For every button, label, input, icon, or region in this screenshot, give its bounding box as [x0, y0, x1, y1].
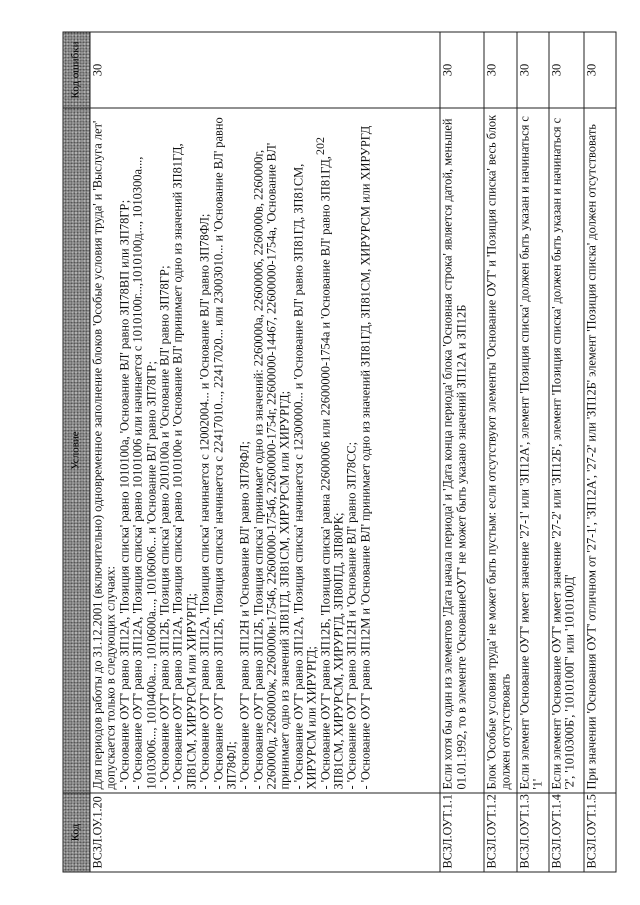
condition-line: - 'Основание ОУТ' равно ЗП12Н и 'Основание ВЛ' равно ЗП78ФЛ; [237, 441, 252, 790]
condition-line: - 'Основание ОУТ' равно ЗП12А, 'Позиция списка' начинается с 12300000... и 'Основание ВЛ' равно ЗП81ГД, ЗП81СМ, ХИРУРСМ или ХИРУРГД; [291, 163, 319, 790]
page-number: 202 [313, 137, 327, 155]
table-row [484, 32, 517, 872]
rule-error-code: 30 [484, 32, 517, 108]
condition-line: - 'Основание ОУТ' равно ЗП12Б, 'Позиция списка' принимает одно из значений: 2260000а, 22600006, 2260000в, 2260000г, 2260000д, 2260000ж, 2260000и-17546, 22600000-1754б, 22600000-1754г, 22600000-14467, 22600000-1754а, 'Основание ВЛ' принимает одно из значений ЗП81ГД, ЗП81СМ, ХИРУРСМ или ХИРУРГД; [251, 142, 292, 790]
rule-error-code: 30 [90, 32, 440, 108]
table-row [440, 32, 484, 872]
header-error-code: Код ошибки [63, 32, 90, 108]
table-header-row [63, 32, 90, 872]
condition-line: - 'Основание ОУТ' равно ЗП12А, 'Позиция списка' начинается с 12002004... и 'Основание ВЛ' равно ЗП78ФЛ; [197, 213, 212, 790]
table-row [90, 32, 440, 872]
rule-condition: Блок 'Особые условия труда' не может быть пустым: если отсутствуют элементы 'Основание ОУТ' и 'Позиция списка' весь блок должен отсутствовать [484, 108, 517, 793]
condition-line: - 'Основание ОУТ' равно ЗП12Б, 'Позиция списка' начинается с 22417010..., 22417020... или 23003010... и 'Основание ВЛ' равно ЗП78ФЛ; [211, 117, 239, 790]
rules-table [63, 32, 617, 873]
condition-line: - 'Основание ОУТ' равно ЗП12Б, 'Позиция списка' равно 2010100а и 'Основание ВЛ' равно ЗП78ГР; [157, 265, 172, 790]
rule-code: ВСЗЛ.ОУТ.1.4 [549, 793, 585, 872]
rule-condition: При значении 'Основания ОУТ' отличном от '27-1', 'ЗП12А', '27-2' или 'ЗП12Б' элемент 'Позиция списка' должен отсутствовать [584, 108, 616, 793]
rule-error-code: 30 [584, 32, 616, 108]
header-condition: Условие [63, 108, 90, 793]
rule-error-code: 30 [440, 32, 484, 108]
table-row [549, 32, 585, 872]
table-row [584, 32, 616, 872]
condition-line: - 'Основание ОУТ' равно ЗП12Н и 'Основание ВЛ' равно ЗП78СС; [344, 441, 359, 790]
table-row [517, 32, 549, 872]
condition-line: - 'Основание ОУТ' равно ЗП12А, 'Позиция списка' равно 10101006 или начинается с 1010100г...,1010100д..., 1010300а..., 10103006..., 1010400а..., 1010600а..., 10106006... и 'Основание ВЛ' равно ЗП78ГР; [130, 156, 159, 790]
condition-line: - 'Основание ОУТ' равно ЗП12М и 'Основание ВЛ' принимает одно из значений ЗП81ГД, ЗП81СМ, ХИРУРСМ или ХИРУРГД [358, 125, 373, 790]
condition-line: - 'Основание ОУТ' равно ЗП12Б, 'Позиция списка' равна 22600006 или 22600000-1754а и 'Основание ВЛ' равно ЗП81ГД, ЗП81СМ, ХИРУРСМ, ХИРУРГД, ЗП80ПД, ЗП80РК; [318, 156, 346, 790]
rule-condition: Если хотя бы один из элементов 'Дата начала периода' и 'Дата конца периода' блока 'Основная строка' является датой, меньшей 01.01.1992, то в элементе 'ОснованиеОУТ' не может быть указано значений ЗП12А и ЗП12Б [440, 108, 484, 793]
rule-error-code: 30 [549, 32, 585, 108]
rule-code: ВСЗЛ.ОУТ.1.1 [440, 793, 484, 872]
condition-line: Для периодов работы до 31.12.2001 (включительно) одновременное заполнение блоков 'Особые условия труда' и 'Выслуга лет' допускается только в следующих случаях: [90, 120, 118, 790]
condition-line: - 'Основание ОУТ' равно ЗП12А, 'Позиция списка' равно 1010100а, 'Основание ВЛ' равно ЗП78ВП или ЗП78ГР; [117, 199, 132, 790]
rule-code: ВСЗЛ.ОУ.1.20 [90, 793, 440, 872]
header-code: Код [63, 793, 90, 872]
rule-error-code: 30 [517, 32, 549, 108]
rule-condition [90, 108, 440, 793]
rule-condition: Если элемент 'Основание ОУТ' имеет значение '27-2' или 'ЗП12Б', элемент 'Позиция списка' должен быть указан и начинаться с '2', '1010300Б', '1010100Г' или '1010100Д' [549, 108, 585, 793]
rule-code: ВСЗЛ.ОУТ.1.2 [484, 793, 517, 872]
condition-line: - 'Основание ОУТ' равно ЗП12А, 'Позиция списка' равно 1010100е и 'Основание ВЛ' принимает одно из значений ЗП81ГД, ЗП81СМ, ХИРУРСМ или ХИРУРГД; [170, 143, 199, 790]
rule-condition: Если элемент 'Основание ОУТ' имеет значение '27-1' или 'ЗП12А', элемент 'Позиция списка' должен быть указан и начинаться с '1' [517, 108, 549, 793]
rule-code: ВСЗЛ.ОУТ.1.5 [584, 793, 616, 872]
rule-code: ВСЗЛ.ОУТ.1.3 [517, 793, 549, 872]
